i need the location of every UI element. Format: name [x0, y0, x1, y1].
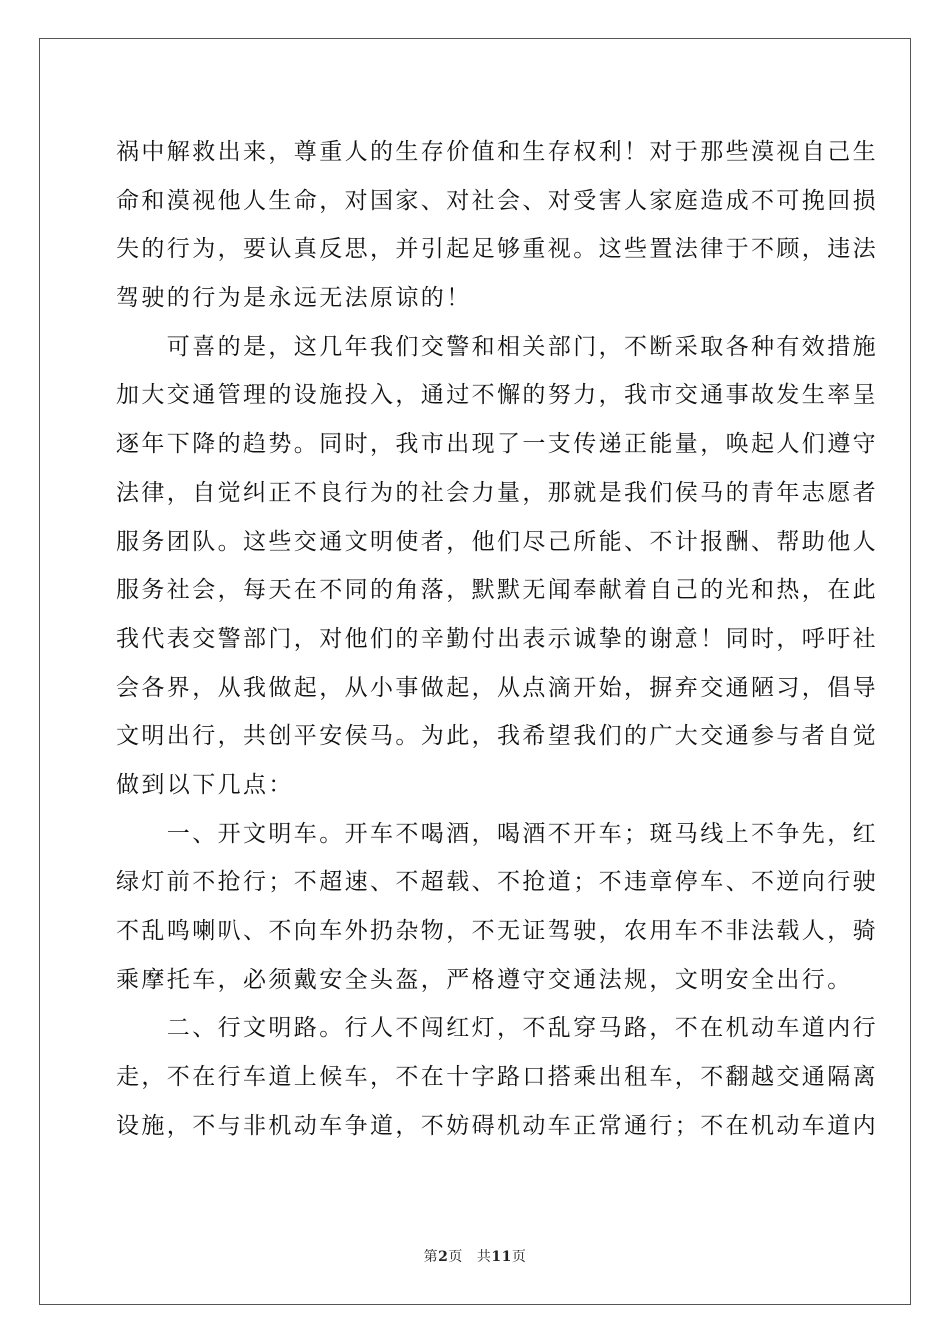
page-number: 第2页 — [423, 1249, 463, 1265]
text-line: 服务社会，每天在不同的角落，默默无闻奉献着自己的光和热，在此 — [116, 577, 878, 604]
text-line: 一、开文明车。开车不喝酒，喝酒不开车；斑马线上不争先，红 — [116, 820, 878, 847]
text-line: 祸中解救出来，尊重人的生存价值和生存权利！对于那些漠视自己生 — [116, 139, 878, 165]
text-line: 做到以下几点： — [116, 771, 294, 798]
text-line: 加大交通管理的设施投入，通过不懈的努力，我市交通事故发生率呈 — [116, 382, 878, 409]
text-line: 我代表交警部门，对他们的辛勤付出表示诚挚的谢意！同时，呼吁社 — [116, 625, 878, 652]
text-line: 驾驶的行为是永远无法原谅的！ — [116, 285, 472, 312]
text-line: 绿灯前不抢行；不超速、不超载、不抢道；不违章停车、不逆向行驶 — [116, 869, 878, 896]
text-line: 乘摩托车，必须戴安全头盔，严格遵守交通法规，文明安全出行。 — [116, 966, 853, 993]
text-line: 服务团队。这些交通文明使者，他们尽己所能、不计报酬、帮助他人 — [116, 528, 878, 555]
text-line: 命和漠视他人生命，对国家、对社会、对受害人家庭造成不可挽回损 — [116, 187, 878, 214]
text-line: 法律，自觉纠正不良行为的社会力量，那就是我们侯马的青年志愿者 — [116, 479, 878, 506]
text-line: 文明出行，共创平安侯马。为此，我希望我们的广大交通参与者自觉 — [116, 723, 878, 750]
text-line: 失的行为，要认真反思，并引起足够重视。这些置法律于不顾，违法 — [116, 236, 878, 263]
page-total: 共11页 — [476, 1249, 527, 1265]
text-line: 设施，不与非机动车争道，不妨碍机动车正常通行；不在机动车道内 — [116, 1112, 878, 1139]
document-body — [116, 128, 878, 1150]
text-line: 可喜的是，这几年我们交警和相关部门，不断采取各种有效措施 — [116, 333, 878, 360]
text-line: 会各界，从我做起，从小事做起，从点滴开始，摒弃交通陋习，倡导 — [116, 674, 878, 701]
text-line: 逐年下降的趋势。同时，我市出现了一支传递正能量，唤起人们遵守 — [116, 431, 878, 458]
text-line: 二、行文明路。行人不闯红灯，不乱穿马路，不在机动车道内行 — [116, 1015, 878, 1042]
text-line: 不乱鸣喇叭、不向车外扔杂物，不无证驾驶，农用车不非法载人，骑 — [116, 918, 878, 944]
page-footer — [0, 1246, 950, 1266]
text-line: 走，不在行车道上候车，不在十字路口搭乘出租车，不翻越交通隔离 — [116, 1064, 878, 1091]
